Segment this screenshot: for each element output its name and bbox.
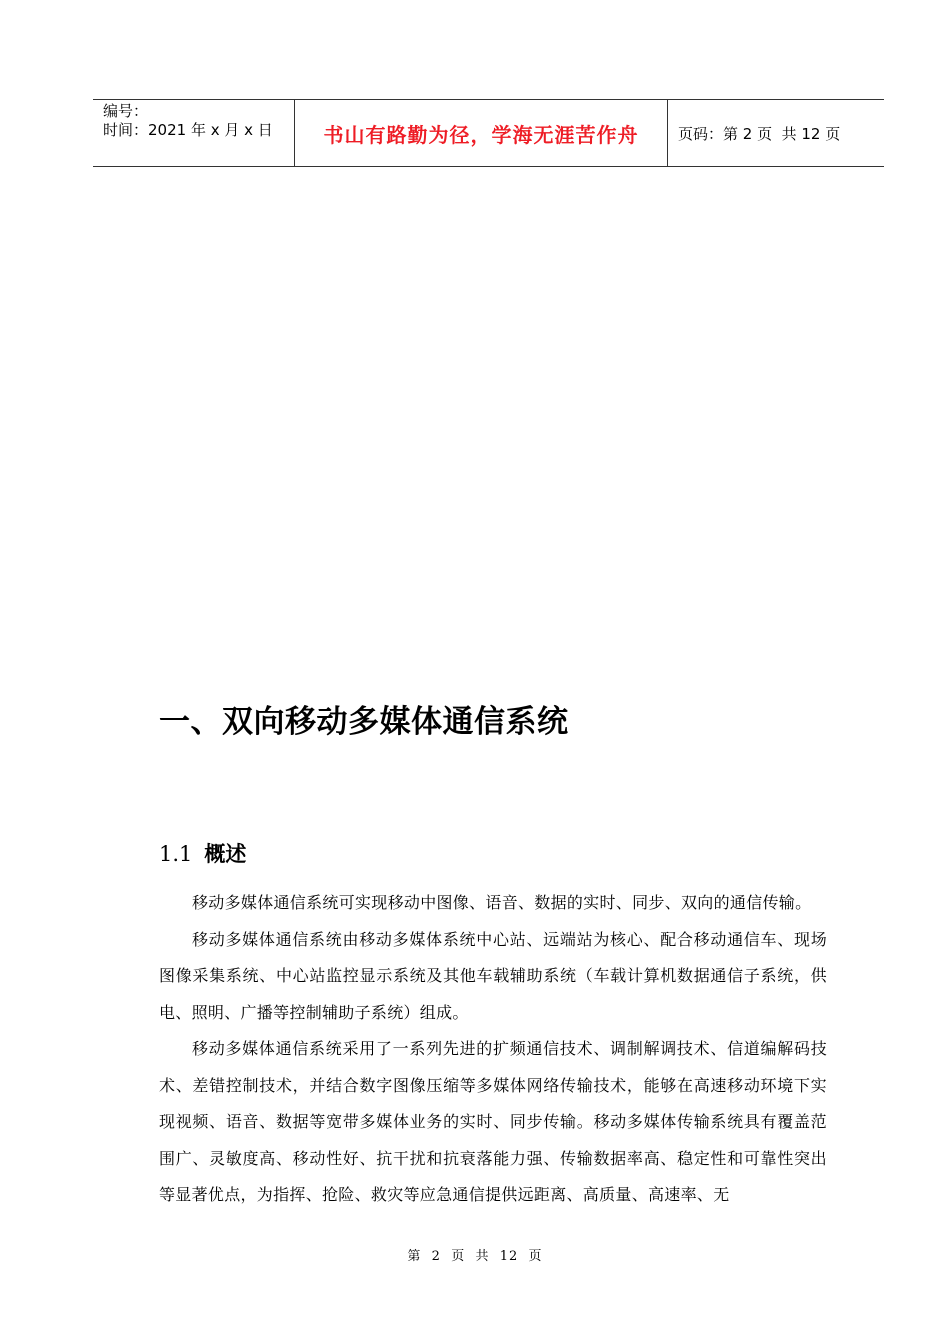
header-page-info: 页码：第 2 页 共 12 页 — [678, 124, 841, 143]
page-footer: 第 2 页 共 12 页 — [407, 1249, 543, 1264]
header-motto-cell — [295, 100, 668, 166]
section-title: 概述 — [204, 842, 247, 866]
section-number: 1.1 — [159, 842, 193, 866]
document-header — [93, 99, 884, 167]
header-motto: 书山有路勤为径，学海无涯苦作舟 — [323, 122, 639, 147]
serial-label: 编号： — [103, 102, 149, 120]
body-text — [159, 885, 827, 1214]
paragraph: 移动多媒体通信系统采用了一系列先进的扩频通信技术、调制解调技术、信道编解码技术、差错控制技术，并结合数字图像压缩等多媒体网络传输技术，能够在高速移动环境下实现视频、语音、数据等宽带多媒体业务的实时、同步传输。移动多媒体传输系统具有覆盖范围广、灵敏度高、移动性好、抗干扰和抗衰落能力强、传输数据率高、稳定性和可靠性突出等显著优点，为指挥、抢险、救灾等应急通信提供远距离、高质量、高速率、无 — [159, 1039, 827, 1204]
time-label: 时间：2021 年 x 月 x 日 — [103, 121, 273, 139]
paragraph: 移动多媒体通信系统由移动多媒体系统中心站、远端站为核心、配合移动通信车、现场图像采集系统、中心站监控显示系统及其他车载辅助系统（车载计算机数据通信子系统，供电、照明、广播等控制辅助子系统）组成。 — [159, 929, 827, 1022]
section-heading — [159, 839, 246, 869]
chapter-title: 一、双向移动多媒体通信系统 — [159, 704, 569, 740]
header-meta — [93, 100, 295, 166]
paragraph: 移动多媒体通信系统可实现移动中图像、语音、数据的实时、同步、双向的通信传输。 — [192, 893, 812, 912]
